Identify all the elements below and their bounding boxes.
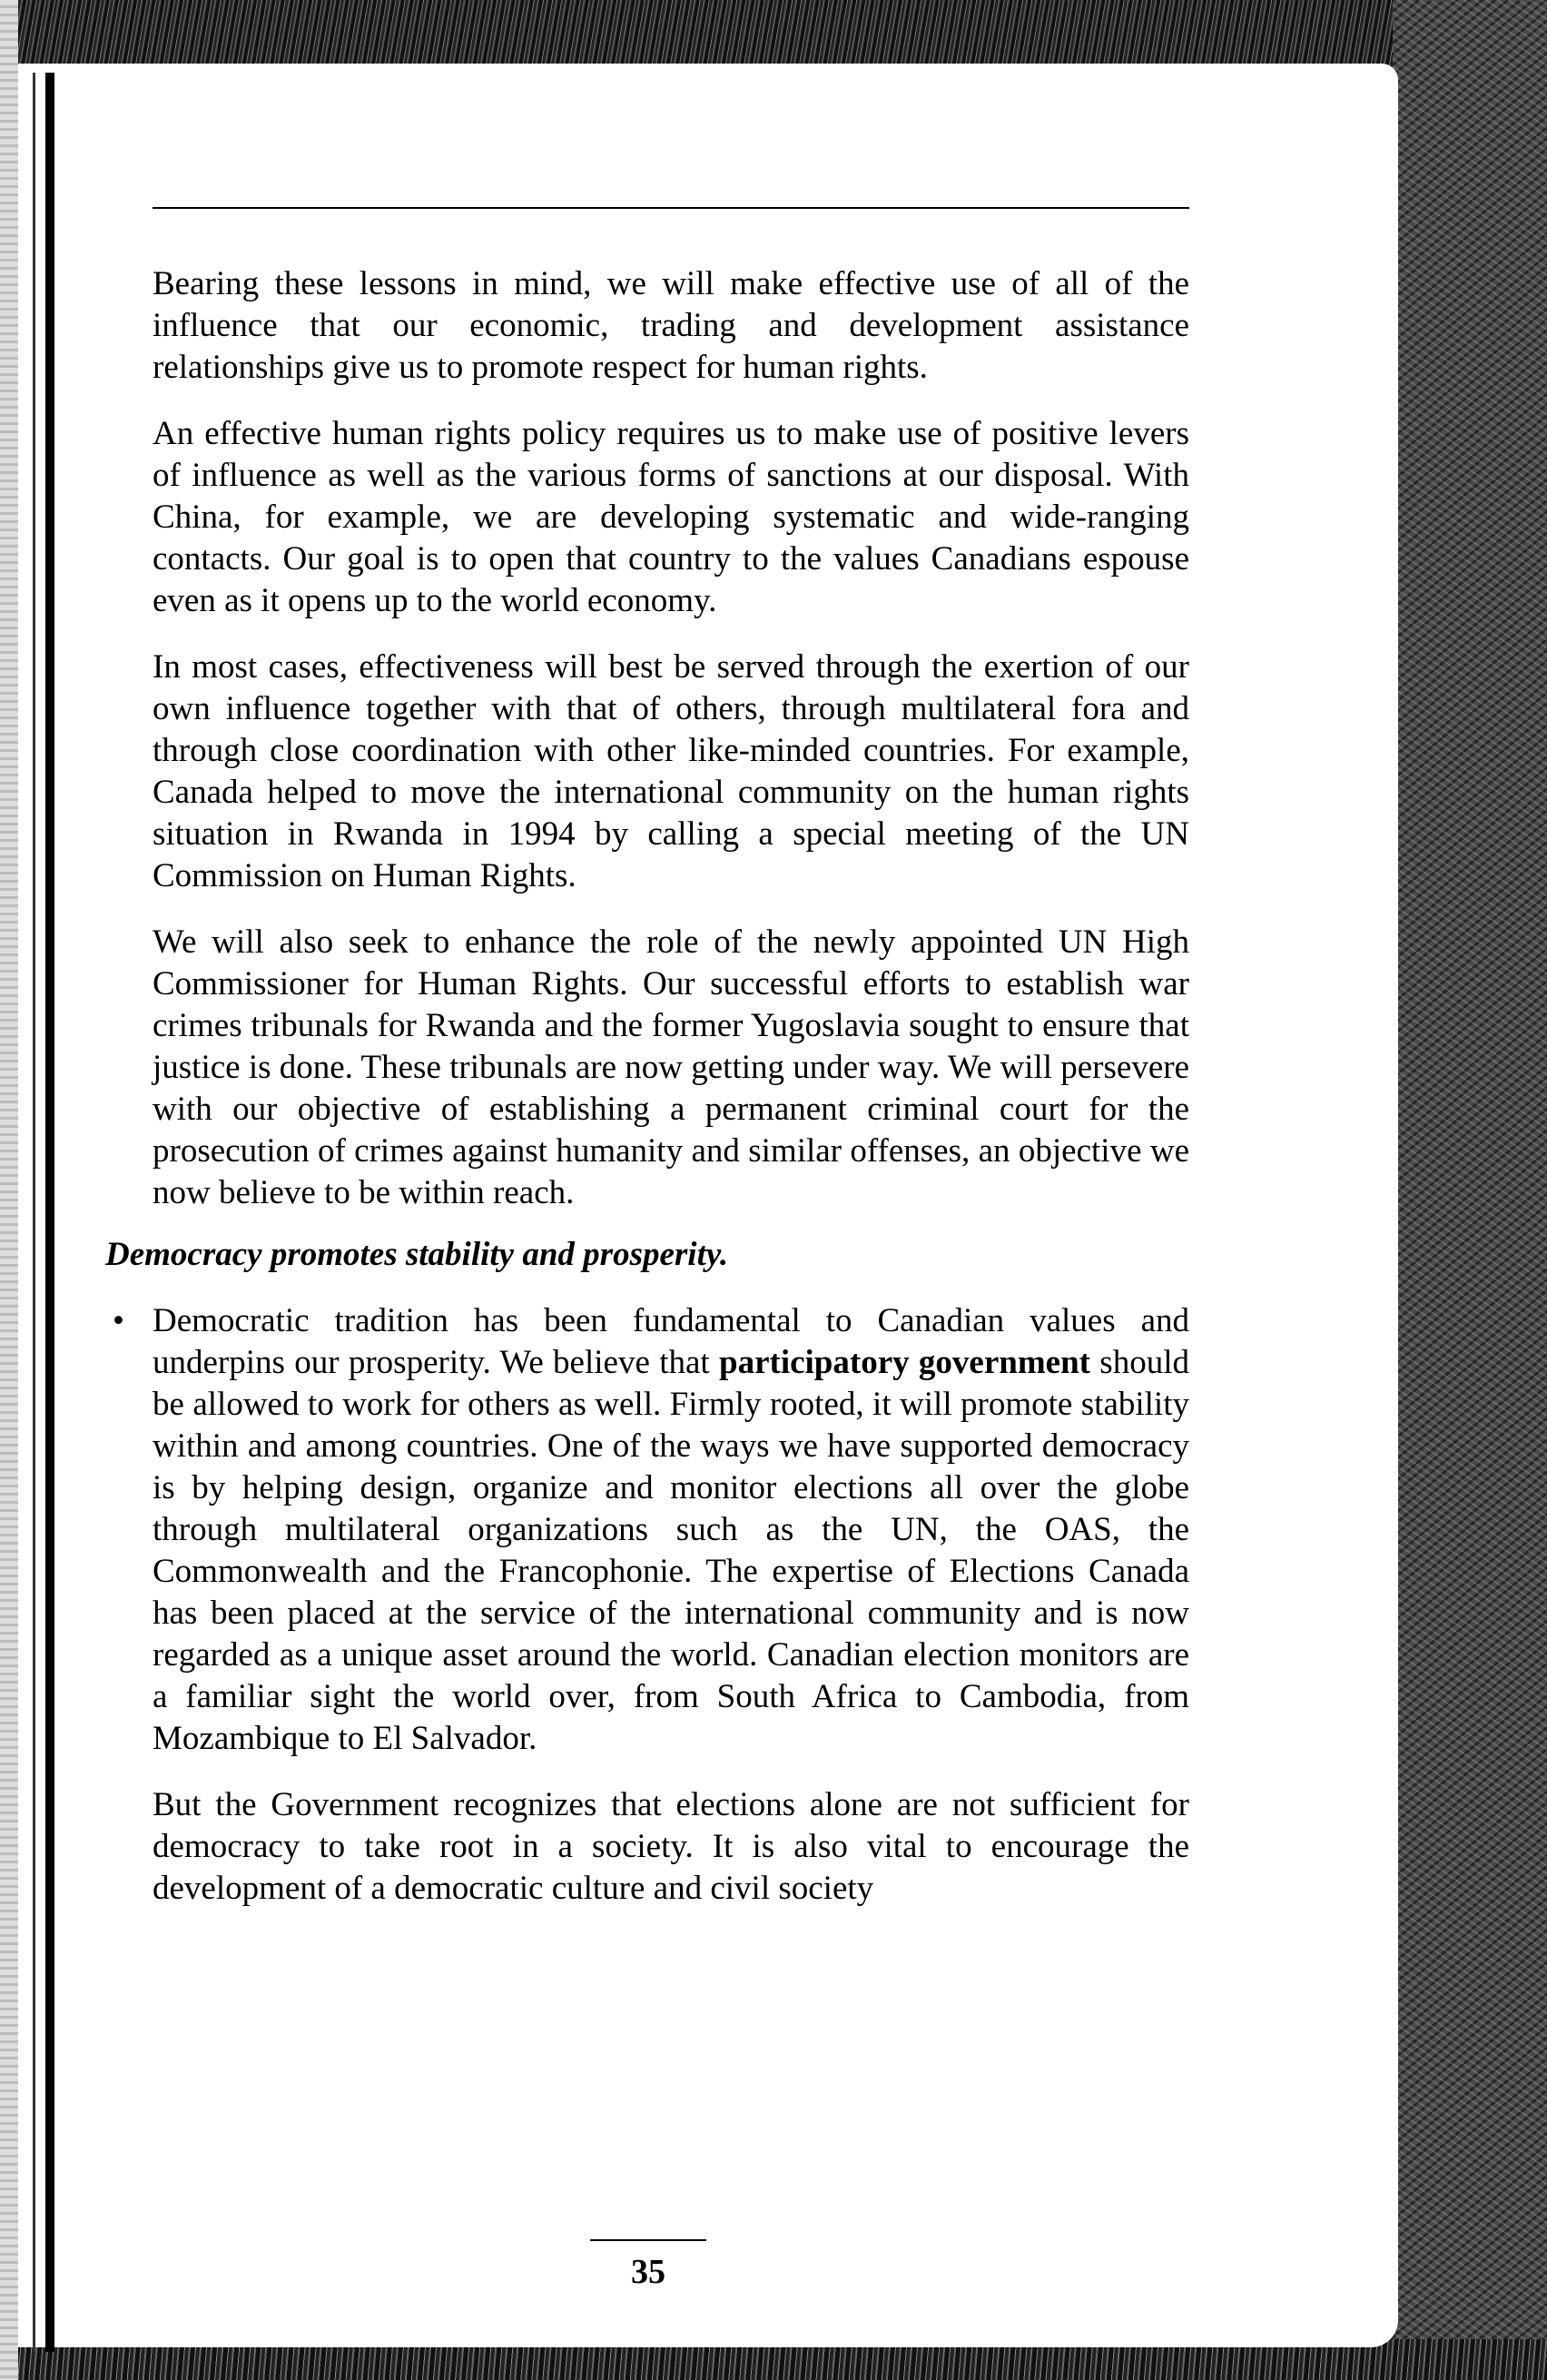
paragraph: An effective human rights policy requires us to make use of positive levers of influence as well as the various forms of sanctions at our disposal. With China, for example, we are developing systematic and wide-ranging contacts. Our goal is to open that country to the values Canadians espouse even as it opens up to the world economy. — [153, 415, 1189, 619]
body-text — [105, 263, 1189, 1934]
section-subheading: Democracy promotes stability and prosperity. — [105, 1236, 729, 1273]
bullet-text-end: should be allowed to work for others as well. Firmly rooted, it will promote stability within and among countries. One of the ways we have supported democracy is by helping design, organize and monitor elections all over the globe through multilateral organizations such as the UN, the OAS, the Commonwealth and the Francophonie. The expertise of Elections Canada has been placed at the service of the international community and is now regarded as a unique asset around the world. Canadian election monitors are a familiar sight the world over, from South Africa to Cambodia, from Mozambique to El Salvador. — [153, 1344, 1189, 1757]
scan-border-right — [1393, 0, 1547, 2380]
paragraph: We will also seek to enhance the role of the newly appointed UN High Commissioner for Human Rights. Our successful efforts to establish war crimes tribunals for Rwanda and the former Yugoslavia sought to ensure that justice is done. These tribunals are now getting under way. We will persevere with our objective of establishing a permanent criminal court for the prosecution of crimes against humanity and similar offenses, an objective we now believe to be within reach. — [153, 923, 1189, 1211]
page-footer — [590, 2239, 706, 2292]
bullet-text-start: Democratic tradition has been fundamental to Canadian values and underpins our prosperity. We believe that — [153, 1302, 1189, 1381]
paragraph: But the Government recognizes that elections alone are not sufficient for democracy to take root in a society. It is also vital to encourage the development of a democratic culture and civil society — [153, 1786, 1189, 1907]
footer-rule — [590, 2239, 706, 2241]
paragraph: Bearing these lessons in mind, we will make effective use of all of the influence that our economic, trading and development assistance relationships give us to promote respect for human rights. — [153, 265, 1189, 386]
paragraph: In most cases, effectiveness will best be served through the exertion of our own influence together with that of others, through multilateral fora and through close coordination with other like-minded countries. For example, Canada helped to move the international community on the human rights situation in Rwanda in 1994 by calling a special meeting of the UN Commission on Human Rights. — [153, 648, 1189, 894]
scan-border-top — [0, 0, 1547, 71]
bullet-icon: • — [113, 1302, 124, 1339]
header-rule — [153, 207, 1189, 209]
bullet-text-bold: participatory government — [719, 1344, 1090, 1381]
page-number: 35 — [631, 2253, 665, 2291]
binding-edge-thin — [33, 73, 35, 2352]
bullet-paragraph — [113, 1300, 1189, 1760]
binding-edge — [45, 73, 54, 2352]
scan-border-left — [0, 0, 18, 2380]
